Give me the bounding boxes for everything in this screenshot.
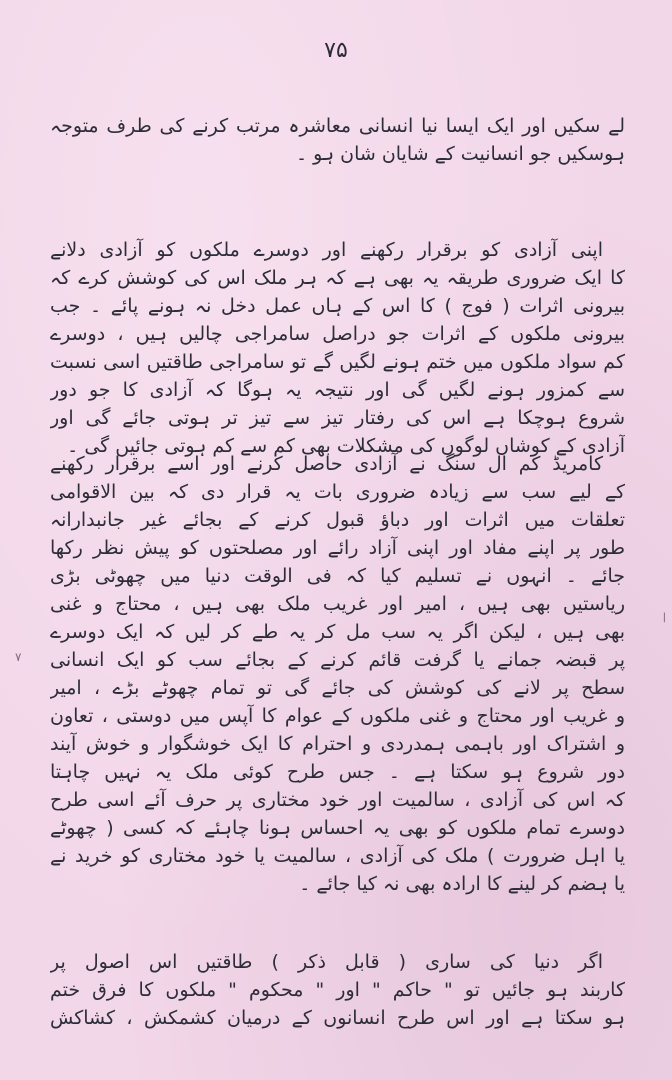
text-line: اپنی آزادی کو برقرار رکھنے اور دوسرے ملکوں کو آزادی دلانے	[50, 239, 603, 261]
paragraph-4	[50, 948, 625, 1032]
text-line: دوسرے تمام ملکوں کو بھی یہ احساس ہونا چاہئے کہ کسی ( چھوٹے	[50, 817, 625, 839]
text-line: طور پر اپنے مفاد اور اپنی آزاد رائے اور مصلحتوں کو پیش نظر رکھا	[50, 537, 625, 559]
text-line: کم سواد ملکوں میں ختم ہونے لگیں گے تو سامراجی طاقتیں اسی نسبت	[50, 351, 625, 373]
text-line: پر قبضہ جمانے یا گرفت قائم کرنے کے بجائے سب کو ایک انسانی	[50, 649, 625, 671]
paragraph-2	[50, 236, 625, 460]
paragraph-1	[50, 112, 625, 168]
edge-mark: |	[662, 612, 666, 623]
text-line: اگر دنیا کی ساری ( قابل ذکر ) طاقتیں اس اصول پر	[50, 951, 603, 973]
text-line: ہوسکیں جو انسانیت کے شایان شان ہو ۔	[295, 143, 625, 165]
text-line: سطح پر لانے کی کوشش کی جائے گی تو تمام چھوٹے بڑے ، امیر	[50, 677, 625, 699]
text-line: تعلقات میں اثرات اور دباؤ قبول کرنے کے بجائے غیر جانبدارانہ	[50, 509, 625, 531]
text-line: کہ اس کی آزادی ، سالمیت اور خود مختاری پر حرف آئے اسی طرح	[50, 789, 625, 811]
text-line: شروع ہوچکا ہے اس کی رفتار تیز سے تیز تر ہوتی جائے گی اور	[50, 407, 625, 429]
text-line: بھی ہیں ، لیکن اگر یہ سب مل کر یہ طے کر لیں کہ ایک دوسرے	[50, 621, 625, 643]
text-line: ریاستیں بھی ہیں ، امیر اور غریب ملک بھی ہیں ، محتاج و غنی	[50, 593, 625, 615]
text-line: کا ایک ضروری طریقہ یہ بھی ہے کہ ہر ملک اس کی کوشش کرے کہ	[50, 267, 625, 289]
text-line: لے سکیں اور ایک ایسا نیا انسانی معاشرہ مرتب کرنے کی طرف متوجہ	[50, 115, 625, 137]
text-line: بیرونی اثرات ( فوج ) کا اس کے ہاں عمل دخل نہ ہونے پائے ۔ جب	[50, 295, 625, 317]
text-line: آزادی کے کوشاں لوگوں کی مشکلات بھی کم سے کم ہوتی جائیں گی ۔	[67, 435, 625, 457]
paragraph-3	[50, 450, 625, 898]
margin-mark: ٧	[15, 650, 22, 664]
text-line: سے کمزور ہونے لگیں گی اور نتیجہ یہ ہوگا کہ آزادی کا جو دور	[50, 379, 625, 401]
text-line: و اشتراک اور باہمی ہمدردی و احترام کا ایک خوشگوار و خوش آیند	[50, 733, 625, 755]
text-line: یا ہضم کر لینے کا ارادہ بھی نہ کیا جائے ۔	[299, 873, 625, 895]
text-line: جائے ۔ انہوں نے تسلیم کیا کہ فی الوقت دنیا میں چھوٹی بڑی	[50, 565, 625, 587]
text-line: کامریڈ کم ال سنگ نے آزادی حاصل کرنے اور اسے برقرار رکھنے	[50, 453, 603, 475]
text-line: بیرونی ملکوں کے اثرات جو دراصل سامراجی چالیں ہیں ، دوسرے	[50, 323, 625, 345]
text-line: دور شروع ہو سکتا ہے ۔ جس طرح کوئی ملک یہ نہیں چاہتا	[50, 761, 625, 783]
text-line: و غریب اور محتاج و غنی ملکوں کے عوام کا آپس میں دوستی ، تعاون	[50, 705, 625, 727]
page-number: ۷۵	[324, 38, 348, 63]
text-line: یا اہل ضرورت ) ملک کی آزادی ، سالمیت یا خود مختاری کو خرید نے	[50, 845, 625, 867]
text-line: کاربند ہو جائیں تو " حاکم " اور " محکوم " ملکوں کا فرق ختم	[50, 979, 625, 1001]
text-line: ہو سکتا ہے اور اس طرح انسانوں کے درمیان کشمکش ، کشاکش	[50, 1007, 625, 1029]
text-line: کے لیے سب سے زیادہ ضروری بات یہ قرار دی کہ بین الاقوامی	[50, 481, 625, 503]
